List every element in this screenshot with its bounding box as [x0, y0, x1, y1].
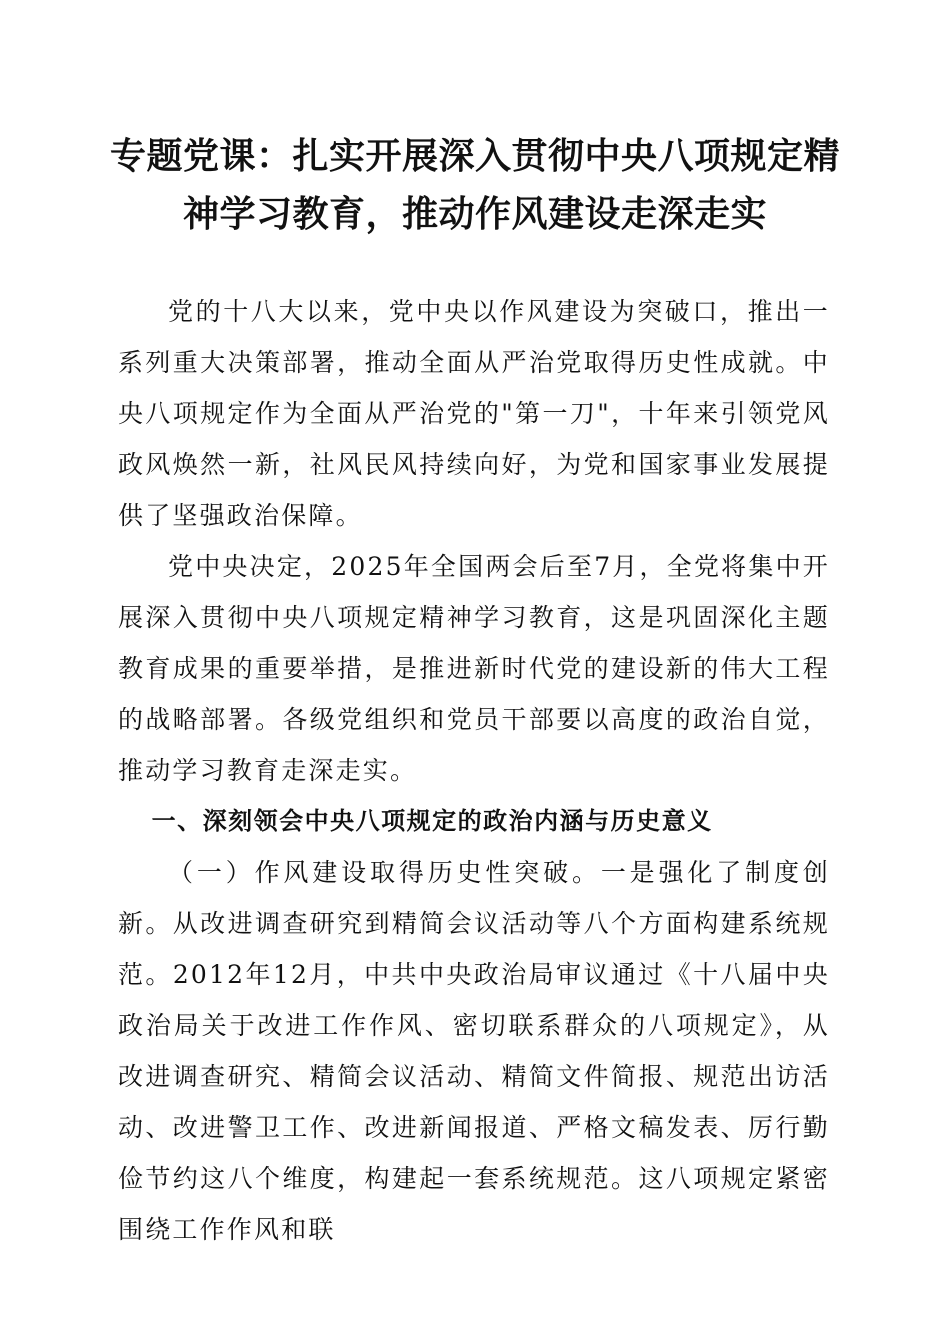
section-heading: 一、深刻领会中央八项规定的政治内涵与历史意义: [151, 807, 713, 835]
intro-paragraph-1: 党的十八大以来，党中央以作风建设为突破口，推出一系列重大决策部署，推动全面从严治党取得历史性成就。中央八项规定作为全面从严治党的"第一刀"，十年来引领党风政风焕然一新，社风民风持续向好，为党和国家事业发展提供了坚强政治保障。: [118, 297, 830, 530]
document-body: [118, 286, 830, 1255]
intro-paragraph-2: 党中央决定，2025年全国两会后至7月，全党将集中开展深入贯彻中央八项规定精神学习教育，这是巩固深化主题教育成果的重要举措，是推进新时代党的建设新的伟大工程的战略部署。各级党组织和党员干部要以高度的政治自觉，推动学习教育走深走实。: [118, 552, 830, 785]
document-title: 专题党课：扎实开展深入贯彻中央八项规定精神学习教育，推动作风建设走深走实: [109, 136, 840, 235]
section-paragraph: （一）作风建设取得历史性突破。一是强化了制度创新。从改进调查研究到精简会议活动等八个方面构建系统规范。2012年12月，中共中央政治局审议通过《十八届中央政治局关于改进工作作风、密切联系群众的八项规定》，从改进调查研究、精简会议活动、精简文件简报、规范出访活动、改进警卫工作、改进新闻报道、严格文稿发表、厉行勤俭节约这八个维度，构建起一套系统规范。这八项规定紧密围绕工作作风和联: [118, 858, 830, 1244]
